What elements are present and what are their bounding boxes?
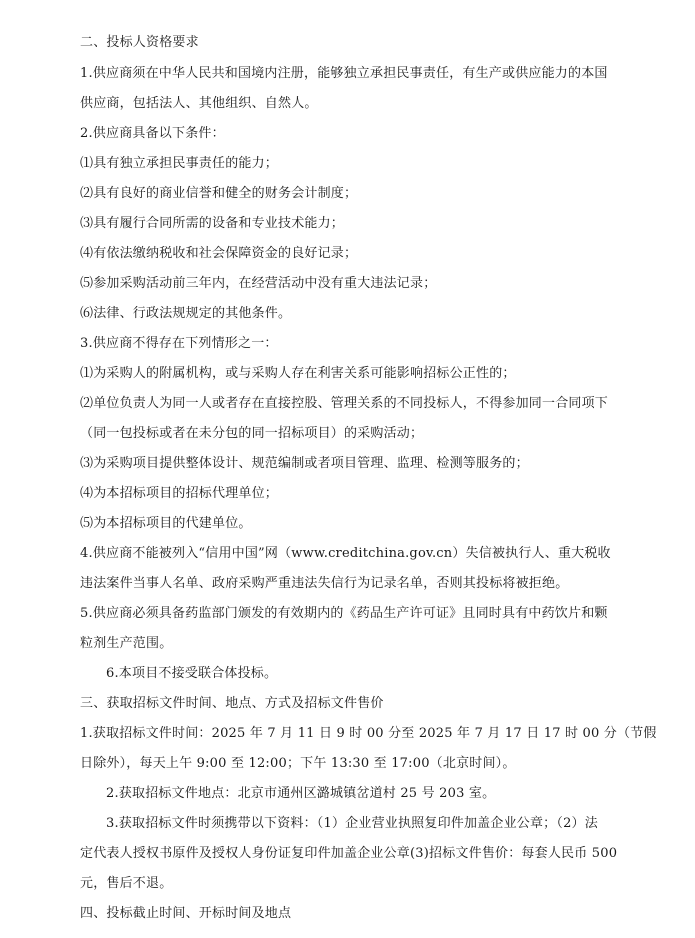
list-item: ⑶为采购项目提供整体设计、规范编制或者项目管理、监理、检测等服务的； <box>80 456 529 471</box>
list-item: ⑴为采购人的附属机构，或与采购人存在利害关系可能影响招标公正性的； <box>80 366 516 381</box>
paragraph-line: 4.供应商不能被列入“信用中国”网（www.creditchina.gov.cn）失信被执行人、重大税收 <box>80 546 611 561</box>
list-item: ⑶具有履行合同所需的设备和专业技术能力； <box>80 216 345 231</box>
paragraph-line: 元，售后不退。 <box>80 876 173 891</box>
paragraph-line: 6.本项目不接受联合体投标。 <box>106 666 278 681</box>
section-heading-2: 二、投标人资格要求 <box>80 35 199 50</box>
paragraph-line: 2.供应商具备以下条件： <box>80 126 225 141</box>
list-item: ⑵单位负责人为同一人或者存在直接控股、管理关系的不同投标人，不得参加同一合同项下 <box>80 396 609 411</box>
paragraph-line: 2.获取招标文件地点：北京市通州区潞城镇岔道村 25 号 203 室。 <box>106 786 496 801</box>
list-item: ⑷有依法缴纳税收和社会保障资金的良好记录； <box>80 246 358 261</box>
paragraph-line: 粒剂生产范围。 <box>80 636 173 651</box>
paragraph-line: 日除外），每天上午 9:00 至 12:00；下午 13:30 至 17:00（北京时间）。 <box>80 756 516 771</box>
paragraph-line: 1.供应商须在中华人民共和国境内注册，能够独立承担民事责任，有生产或供应能力的本国 <box>80 66 608 81</box>
list-item: ⑷为本招标项目的招标代理单位； <box>80 486 279 501</box>
paragraph-line: 定代表人授权书原件及授权人身份证复印件加盖企业公章(3)招标文件售价：每套人民币 500 <box>80 846 618 861</box>
list-item: ⑹法律、行政法规规定的其他条件。 <box>80 306 292 321</box>
section-heading-3: 三、获取招标文件时间、地点、方式及招标文件售价 <box>80 696 384 711</box>
paragraph-line: （同一包投标或者在未分包的同一招标项目）的采购活动； <box>80 426 424 441</box>
paragraph-line: 3.获取招标文件时须携带以下资料：（1）企业营业执照复印件加盖企业公章；（2）法 <box>106 816 598 831</box>
paragraph-line: 违法案件当事人名单、政府采购严重违法失信行为记录名单，否则其投标将被拒绝。 <box>80 576 569 591</box>
paragraph-line: 供应商，包括法人、其他组织、自然人。 <box>80 96 318 111</box>
paragraph-line: 3.供应商不得存在下列情形之一： <box>80 336 278 351</box>
list-item: ⑸参加采购活动前三年内，在经营活动中没有重大违法记录； <box>80 276 437 291</box>
list-item: ⑵具有良好的商业信誉和健全的财务会计制度； <box>80 186 358 201</box>
paragraph-line: 5.供应商必须具备药监部门颁发的有效期内的《药品生产许可证》且同时具有中药饮片和颗 <box>80 606 608 621</box>
list-item: ⑴具有独立承担民事责任的能力； <box>80 156 279 171</box>
paragraph-line: 1.获取招标文件时间：2025 年 7 月 11 日 9 时 00 分至 2025 年 7 月 17 日 17 时 00 分（节假 <box>80 726 657 741</box>
section-heading-4: 四、投标截止时间、开标时间及地点 <box>80 906 292 921</box>
list-item: ⑸为本招标项目的代建单位。 <box>80 516 252 531</box>
